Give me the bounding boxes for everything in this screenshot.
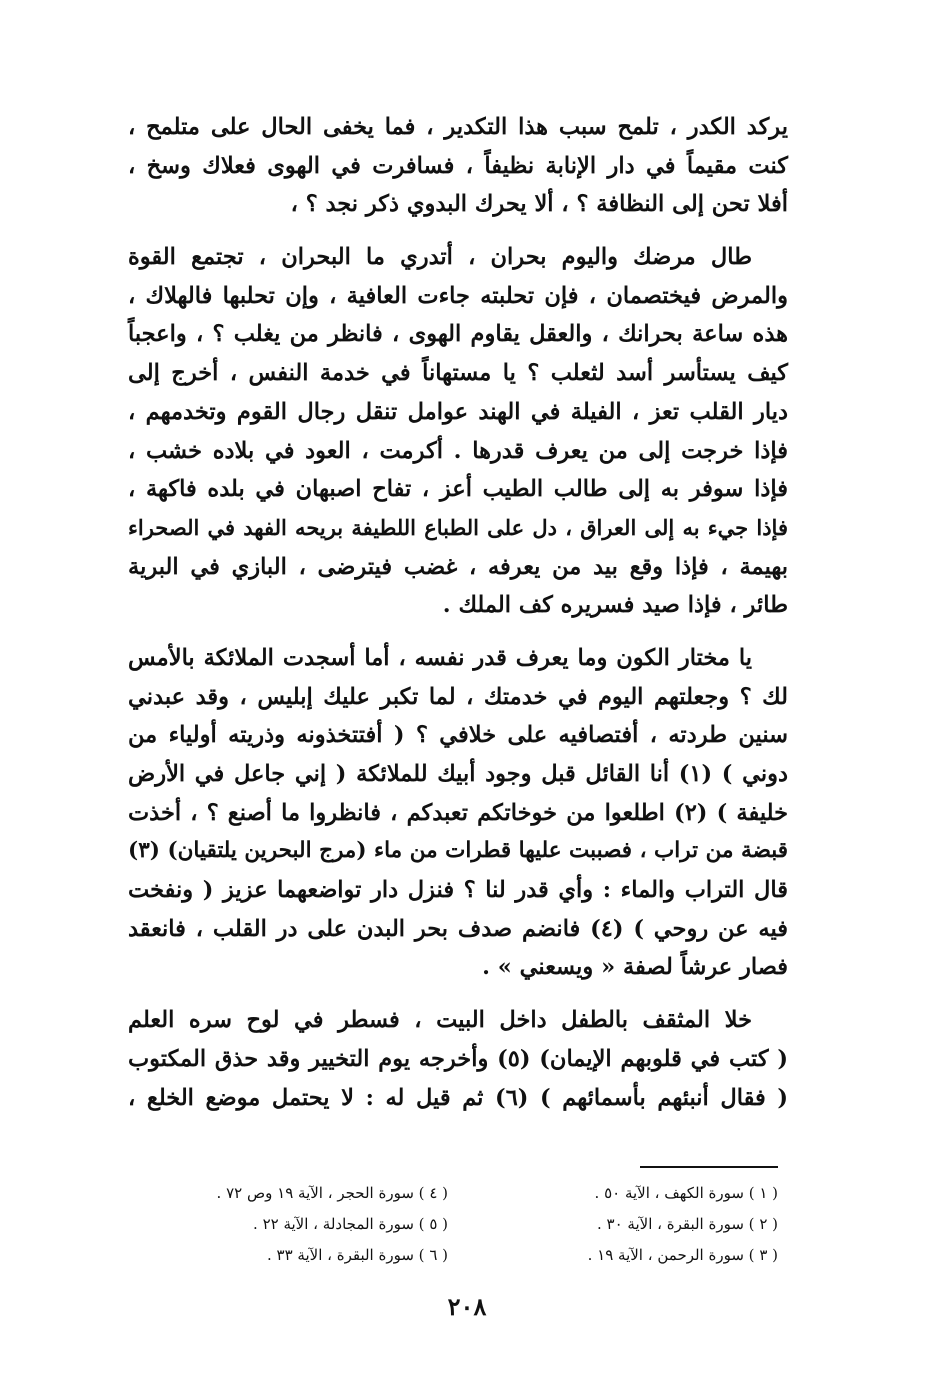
paragraph — [128, 238, 788, 625]
text-line: فصار عرشاً لصفة « ويسعني » . — [482, 954, 788, 981]
text-line: دوني ) (١) أنا القائل قبل وجود أبيك للملائكة ( إني جاعل في الأرض — [128, 761, 788, 787]
text-line: ديار القلب تعز ، الفيلة في الهند عوامل تنقل رجال القوم وتخدمهم ، — [128, 398, 788, 425]
footnote: ( ٣ ) سورة الرحمن ، الآية ١٩ . — [587, 1246, 778, 1264]
text-line: فإذا جيء به إلى العراق ، دل على الطباع اللطيفة بريحه الفهد في الصحراء — [128, 514, 788, 540]
text-line: لك ؟ وجعلتهم اليوم في خدمتك ، لما تكبر عليك إبليس ، وقد عبدني — [128, 683, 788, 710]
footnotes — [128, 1178, 778, 1278]
paragraph-gap — [128, 625, 788, 639]
text-line: خلا المثقف بالطفل داخل البيت ، فسطر في لوح سره العلم — [128, 1007, 752, 1034]
text-line: كنت مقيماً في دار الإنابة نظيفاً ، فسافرت في الهوى فعلاك وسخ ، — [128, 152, 788, 179]
text-line: بهيمة ، فإذا وقع بيد من يعرفه ، غضب فيترضى ، البازي في البرية — [128, 553, 788, 580]
footnote: ( ٢ ) سورة البقرة ، الآية ٣٠ . — [596, 1215, 778, 1233]
footnotes-right-column — [458, 1178, 778, 1271]
footnote: ( ٥ ) سورة المجادلة ، الآية ٢٢ . — [253, 1215, 448, 1233]
paragraph — [128, 639, 788, 987]
footnotes-left-column — [128, 1178, 448, 1271]
text-line: ( فقال أنبئهم بأسمائهم ) (٦) ثم قيل له : لا يحتمل موضع الخلع ، — [128, 1084, 788, 1111]
paragraph — [128, 108, 788, 224]
text-line: ( كتب في قلوبهم الإيمان) (٥) وأخرجه يوم التخيير وقد حذق المكتوب — [128, 1045, 788, 1072]
footnote: ( ٦ ) سورة البقرة ، الآية ٣٣ . — [266, 1246, 448, 1264]
text-line: كيف يستأسر أسد لثعلب ؟ يا مستهاناً في خدمة النفس ، أخرج إلى — [128, 360, 788, 387]
paragraph-gap — [128, 987, 788, 1001]
footnote: ( ١ ) سورة الكهف ، الآية ٥٠ . — [594, 1184, 778, 1202]
text-line: فإذا خرجت إلى من يعرف قدرها . أكرمت ، العود في بلاده خشب ، — [128, 437, 788, 464]
paragraph-gap — [128, 224, 788, 238]
body-text — [128, 108, 788, 1117]
text-line: يا مختار الكون وما يعرف قدر نفسه ، أما أسجدت الملائكة بالأمس — [128, 644, 752, 671]
footnote-divider — [640, 1166, 778, 1168]
text-line: فإذا سوفر به إلى طالب الطيب أعز ، تفاح اصبهان في بلده فاكهة ، — [128, 476, 788, 503]
text-line: هذه ساعة بحرانك ، والعقل يقاوم الهوى ، فانظر من يغلب ؟ ، واعجباً — [128, 321, 788, 348]
text-line: طال مرضك واليوم بحران ، أتدري ما البحران ، تجتمع القوة — [128, 244, 752, 271]
text-line: فيه عن روحي ) (٤) فانضم صدف بحر البدن على در القلب ، فانعقد — [128, 915, 788, 942]
text-line: سنين طردته ، أفتصافيه على خلافي ؟ ( أفتتخذونه وذريته أولياء من — [128, 722, 788, 749]
text-line: خليفة ) (٢) اطلعوا من خوخاتكم تعبدكم ، فانظروا ما أصنع ؟ ، أخذت — [128, 799, 788, 826]
paragraph — [128, 1001, 788, 1117]
footnote: ( ٤ ) سورة الحجر ، الآية ١٩ وص ٧٢ . — [216, 1184, 448, 1202]
text-line: طائر ، فإذا صيد فسريره كف الملك . — [442, 592, 788, 619]
text-line: قبضة من تراب ، فصببت عليها قطرات من ماء (مرج البحرين يلتقيان) (٣) — [128, 838, 788, 864]
text-line: والمرض فيختصمان ، فإن تحلبته جاءت العافية ، وإن تحلبها فالهلاك ، — [128, 282, 788, 309]
text-line: قال التراب والماء : وأي قدر لنا ؟ فنزل دار تواضعهما عزيز ( ونفخت — [128, 877, 788, 904]
text-line: يركد الكدر ، تلمح سبب هذا التكدير ، فما يخفى الحال على متلمح ، — [128, 114, 788, 140]
page-number: ٢٠٨ — [447, 1292, 487, 1321]
text-line: أفلا تحن إلى النظافة ؟ ، ألا يحرك البدوي ذكر نجد ؟ ، — [290, 191, 788, 218]
